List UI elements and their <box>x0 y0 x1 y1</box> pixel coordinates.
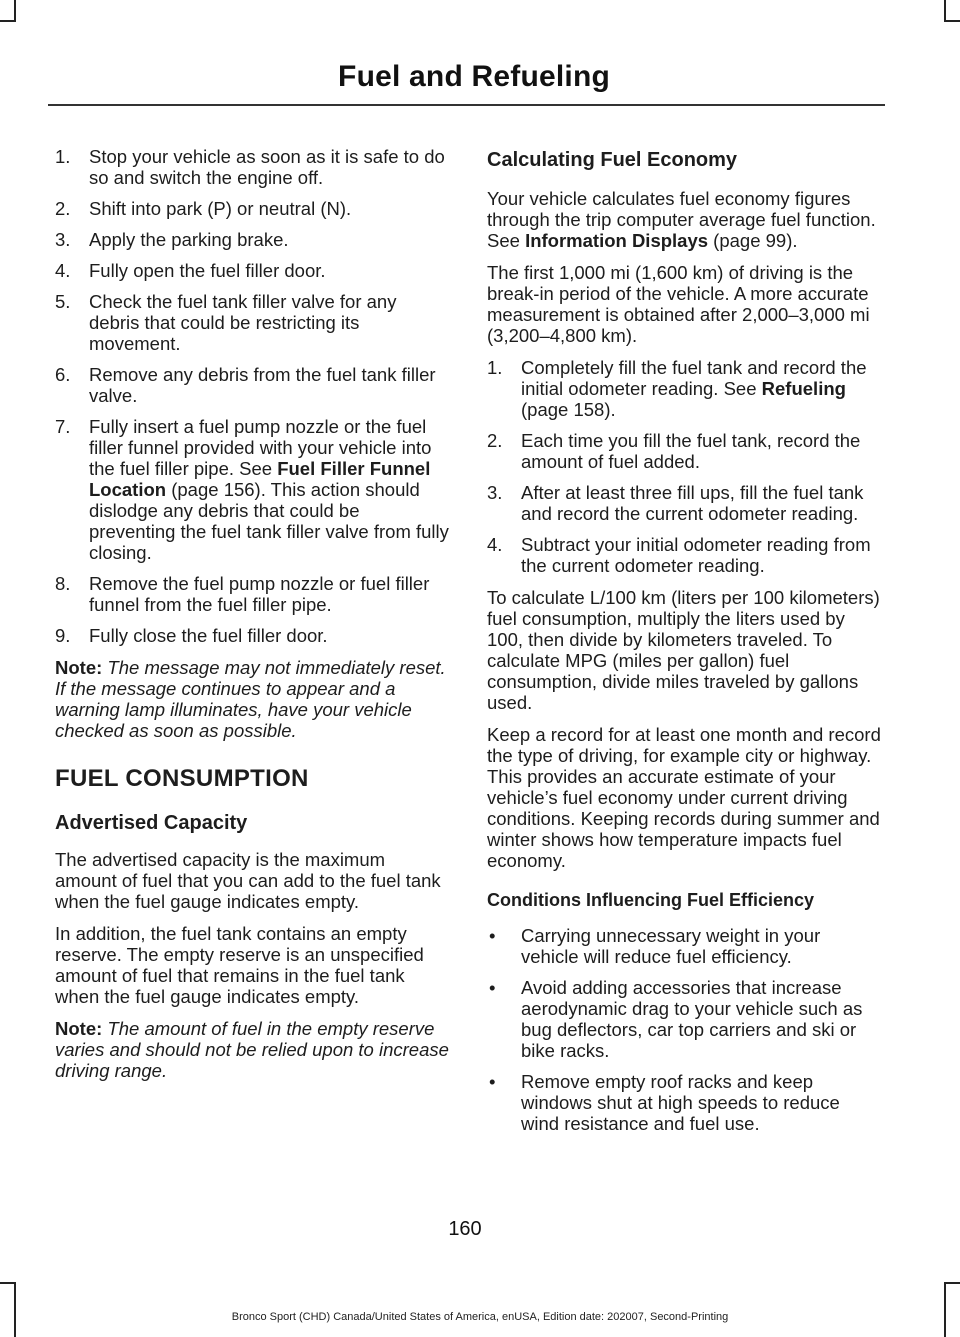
left-column <box>55 146 450 1092</box>
fuel-filler-funnel-link[interactable]: Fuel Filler Funnel Location <box>89 458 431 500</box>
bullet-icon: • <box>489 925 496 946</box>
paragraph: Keep a record for at least one month and record the type of driving, for example city or highway. This provides an accurate estimate of your vehicle’s fuel economy under current driving conditions. Keeping records during summer and winter shows how temperature impacts fuel economy. <box>487 724 881 871</box>
crop-mark <box>944 1282 960 1284</box>
crop-mark <box>0 20 16 22</box>
list-item: • Avoid adding accessories that increase aerodynamic drag to your vehicle such as bug deflectors, car top carriers and ski or bike racks. <box>489 977 863 1061</box>
footer-text: Bronco Sport (CHD) Canada/United States of America, enUSA, Edition date: 202007, Second-Printing <box>231 1311 729 1323</box>
right-column <box>487 146 882 1144</box>
subsection-heading: Advertised Capacity <box>55 812 248 834</box>
efficiency-bullets-list <box>487 925 882 1134</box>
section-heading: FUEL CONSUMPTION <box>55 765 309 792</box>
paragraph: Your vehicle calculates fuel economy figures through the trip computer average fuel function. See Information Displays (page 99). <box>487 188 876 251</box>
list-item: 7. Fully insert a fuel pump nozzle or the fuel filler funnel provided with your vehicle into the fuel filler pipe. See Fuel Filler Funnel Location (page 156). This action should dislodge any debris that could be preventing the fuel tank filler valve from fully closing. <box>55 416 449 563</box>
list-item: 6. Remove any debris from the fuel tank filler valve. <box>55 364 436 406</box>
bullet-icon: • <box>489 977 496 998</box>
list-item: 4. Fully open the fuel filler door. <box>55 260 326 281</box>
list-item: 3. After at least three fill ups, fill the fuel tank and record the current odometer reading. <box>487 482 864 524</box>
paragraph: The advertised capacity is the maximum amount of fuel that you can add to the fuel tank when the fuel gauge indicates empty. <box>55 849 441 912</box>
crop-mark <box>14 0 16 22</box>
page-title: Fuel and Refueling <box>338 60 610 93</box>
list-item: • Remove empty roof racks and keep windows shut at high speeds to reduce wind resistance and fuel use. <box>489 1071 840 1134</box>
list-item: 2. Shift into park (P) or neutral (N). <box>55 198 352 219</box>
crop-mark <box>0 1282 16 1284</box>
note: Note: The amount of fuel in the empty reserve varies and should not be relied upon to increase driving range. <box>55 1018 449 1081</box>
subsection-heading: Calculating Fuel Economy <box>487 149 738 171</box>
fuel-economy-steps-list <box>487 357 882 576</box>
list-item: 9. Fully close the fuel filler door. <box>55 625 328 646</box>
list-item: 1. Stop your vehicle as soon as it is safe to do so and switch the engine off. <box>55 146 445 188</box>
bullet-icon: • <box>489 1071 496 1092</box>
note: Note: The message may not immediately reset. If the message continues to appear and a warning lamp illuminates, have your vehicle checked as soon as possible. <box>55 657 446 741</box>
paragraph: To calculate L/100 km (liters per 100 kilometers) fuel consumption, multiply the liters used by 100, then divide by kilometers traveled. To calculate MPG (miles per gallon) fuel consumption, divide miles traveled by gallons used. <box>487 587 880 713</box>
information-displays-link[interactable]: Information Displays <box>525 230 709 251</box>
list-item: 1. Completely fill the fuel tank and record the initial odometer reading. See Refueling (page 158). <box>487 357 867 420</box>
list-item: 5. Check the fuel tank filler valve for any debris that could be restricting its movement. <box>55 291 397 354</box>
subsection-heading: Conditions Influencing Fuel Efficiency <box>487 890 815 910</box>
list-item: 3. Apply the parking brake. <box>55 229 289 250</box>
refueling-link[interactable]: Refueling <box>761 378 846 399</box>
crop-mark <box>14 1282 16 1337</box>
refuel-steps-list <box>55 146 450 646</box>
list-item: 8. Remove the fuel pump nozzle or fuel filler funnel from the fuel filler pipe. <box>55 573 430 615</box>
list-item: 4. Subtract your initial odometer reading from the current odometer reading. <box>487 534 871 576</box>
paragraph: In addition, the fuel tank contains an empty reserve. The empty reserve is an unspecified amount of fuel that remains in the fuel tank when the fuel gauge indicates empty. <box>55 923 424 1007</box>
crop-mark <box>944 0 946 22</box>
list-item: 2. Each time you fill the fuel tank, record the amount of fuel added. <box>487 430 861 472</box>
crop-mark <box>944 20 960 22</box>
paragraph: The first 1,000 mi (1,600 km) of driving is the break-in period of the vehicle. A more accurate measurement is obtained after 2,000–3,000 mi (3,200–4,800 km). <box>487 262 870 346</box>
header-divider <box>48 104 885 106</box>
list-item: • Carrying unnecessary weight in your vehicle will reduce fuel efficiency. <box>489 925 821 967</box>
page-number: 160 <box>448 1218 482 1240</box>
crop-mark <box>944 1282 946 1337</box>
